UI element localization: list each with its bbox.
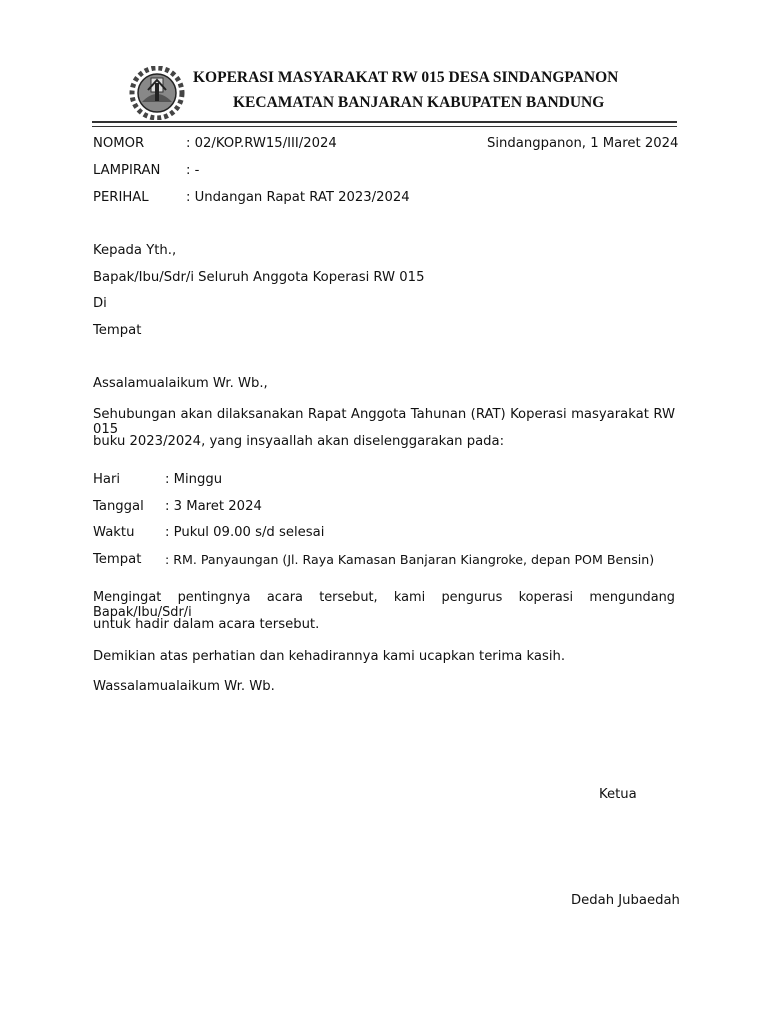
recipient-line-4: Tempat: [93, 323, 142, 338]
cooperative-emblem-icon: [128, 66, 186, 120]
lampiran-value: : -: [186, 163, 200, 178]
signature-name: Dedah Jubaedah: [571, 893, 680, 908]
greeting: Assalamualaikum Wr. Wb.,: [93, 376, 268, 391]
lampiran-label: LAMPIRAN: [93, 163, 161, 178]
signature-title: Ketua: [599, 787, 637, 802]
detail-hari-value: : Minggu: [165, 472, 223, 487]
intro-line-1: Sehubungan akan dilaksanakan Rapat Anggota Tahunan (RAT) Koperasi masyarakat RW 015: [93, 407, 675, 437]
letterhead-line-2: KECAMATAN BANJARAN KABUPATEN BANDUNG: [233, 94, 605, 111]
nomor-value: : 02/KOP.RW15/III/2024: [186, 136, 337, 151]
recipient-line-1: Kepada Yth.,: [93, 243, 177, 258]
detail-tempat-label: Tempat: [93, 552, 142, 567]
detail-tanggal-value: : 3 Maret 2024: [165, 499, 262, 514]
detail-waktu-value: : Pukul 09.00 s/d selesai: [165, 525, 325, 540]
detail-tempat-value: : RM. Panyaungan (Jl. Raya Kamasan Banjaran Kiangroke, depan POM Bensin): [165, 552, 655, 567]
letterhead-line-1: KOPERASI MASYARAKAT RW 015 DESA SINDANGPANON: [193, 69, 619, 86]
perihal-value: : Undangan Rapat RAT 2023/2024: [186, 190, 410, 205]
recipient-line-3: Di: [93, 296, 107, 311]
nomor-label: NOMOR: [93, 136, 145, 151]
letterhead-divider-thick: [92, 121, 677, 123]
closing-line-2: untuk hadir dalam acara tersebut.: [93, 617, 320, 632]
farewell: Wassalamualaikum Wr. Wb.: [93, 679, 275, 694]
letterhead-divider-thin: [92, 126, 677, 127]
recipient-line-2: Bapak/Ibu/Sdr/i Seluruh Anggota Koperasi RW 015: [93, 270, 425, 285]
perihal-label: PERIHAL: [93, 190, 149, 205]
detail-hari-label: Hari: [93, 472, 121, 487]
detail-tanggal-label: Tanggal: [93, 499, 144, 514]
closing-line-1: Mengingat pentingnya acara tersebut, kami pengurus koperasi mengundang Bapak/Ibu/Sdr/i: [93, 590, 675, 620]
place-date: Sindangpanon, 1 Maret 2024: [487, 136, 679, 151]
intro-line-2: buku 2023/2024, yang insyaallah akan diselenggarakan pada:: [93, 434, 505, 449]
detail-waktu-label: Waktu: [93, 525, 135, 540]
thanks-line: Demikian atas perhatian dan kehadirannya kami ucapkan terima kasih.: [93, 649, 566, 664]
